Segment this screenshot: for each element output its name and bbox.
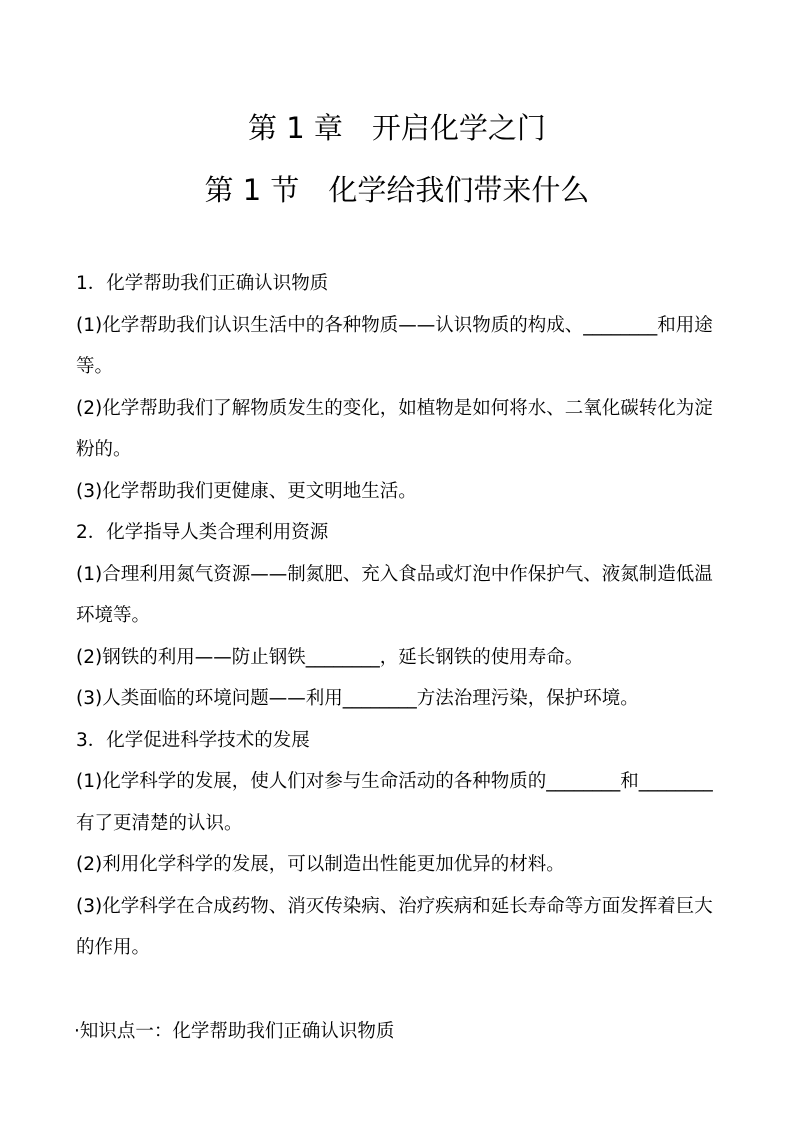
point-3-item-1: (1)化学科学的发展，使人们对参与生命活动的各种物质的________和________: [76, 771, 713, 792]
point-3-heading: 3．化学促进科学技术的发展: [76, 730, 310, 751]
point-3-item-2: (2)利用化学科学的发展，可以制造出性能更加优异的材料。: [76, 854, 565, 875]
point-1-item-1-cont: 等。: [76, 356, 114, 377]
point-3-item-1-cont: 有了更清楚的认识。: [76, 813, 243, 834]
point-3-item-3-cont: 的作用。: [76, 937, 151, 958]
point-2-heading: 2．化学指导人类合理利用资源: [76, 522, 329, 543]
point-1-item-3: (3)化学帮助我们更健康、更文明地生活。: [76, 481, 417, 502]
point-3-item-3: (3)化学科学在合成药物、消灭传染病、治疗疾病和延长寿命等方面发挥着巨大: [76, 896, 713, 917]
knowledge-point-1-heading: ·知识点一：化学帮助我们正确认识物质: [74, 1021, 395, 1042]
point-2-item-1-cont: 环境等。: [76, 605, 151, 626]
chapter-title: 第 1 章 开启化学之门: [248, 111, 546, 145]
point-2-item-3: (3)人类面临的环境问题——利用________方法治理污染，保护环境。: [76, 688, 639, 709]
point-1-item-2-cont: 粉的。: [76, 439, 132, 460]
point-2-item-1: (1)合理利用氮气资源——制氮肥、充入食品或灯泡中作保护气、液氮制造低温: [76, 564, 713, 585]
section-title: 第 1 节 化学给我们带来什么: [204, 173, 590, 207]
point-1-heading: 1．化学帮助我们正确认识物质: [76, 273, 329, 294]
point-2-item-2: (2)钢铁的利用——防止钢铁________，延长钢铁的使用寿命。: [76, 647, 584, 668]
point-1-item-1: (1)化学帮助我们认识生活中的各种物质——认识物质的构成、________和用途: [76, 315, 713, 336]
point-1-item-2: (2)化学帮助我们了解物质发生的变化，如植物是如何将水、二氧化碳转化为淀: [76, 398, 713, 419]
